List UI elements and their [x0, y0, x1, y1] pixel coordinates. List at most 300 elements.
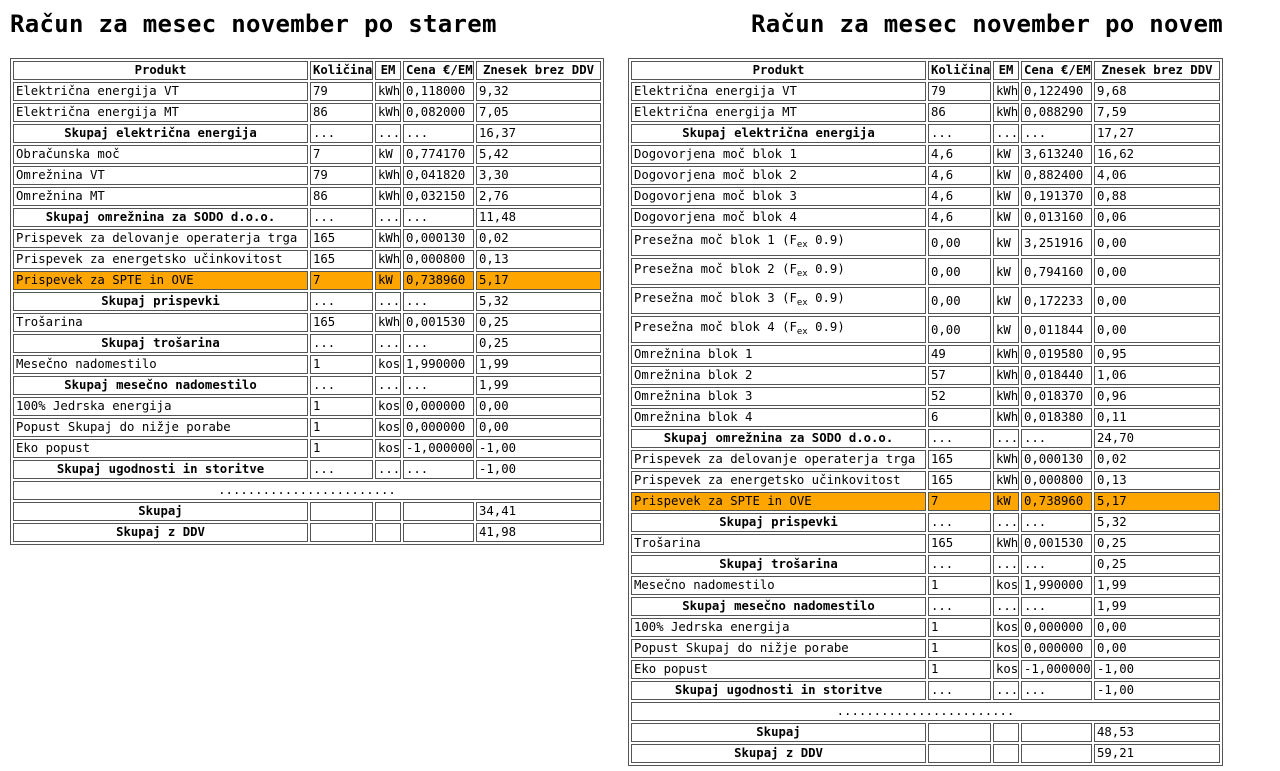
cell-cena: 0,000000	[403, 418, 474, 437]
cell-znesek: 16,62	[1094, 145, 1220, 164]
bill-table-new	[628, 58, 1223, 766]
cell-kolicina: 1	[928, 660, 991, 679]
cell-znesek: 0,00	[1094, 229, 1220, 256]
cell-cena: 0,041820	[403, 166, 474, 185]
cell-produkt: Eko popust	[631, 660, 926, 679]
cell-empty	[403, 502, 474, 521]
cell-em: kos	[375, 355, 401, 374]
cell-em: kos	[375, 439, 401, 458]
cell-empty	[993, 744, 1019, 763]
cell-cena: 0,018380	[1021, 408, 1092, 427]
table-row	[631, 287, 1220, 314]
cell-produkt: Trošarina	[13, 313, 308, 332]
cell-em: kWh	[993, 366, 1019, 385]
cell-em: ...	[375, 334, 401, 353]
cell-znesek: 0,11	[1094, 408, 1220, 427]
table-row	[631, 660, 1220, 679]
cell-cena: 0,011844	[1021, 316, 1092, 343]
cell-cena: ...	[403, 208, 474, 227]
cell-cena: 0,794160	[1021, 258, 1092, 285]
cell-cena: ...	[1021, 513, 1092, 532]
cell-produkt: 100% Jedrska energija	[631, 618, 926, 637]
cell-em: kWh	[375, 229, 401, 248]
cell-empty	[1021, 723, 1092, 742]
total-value: 59,21	[1094, 744, 1220, 763]
total-label: Skupaj z DDV	[13, 523, 308, 542]
cell-empty	[375, 502, 401, 521]
cell-em: kW	[993, 492, 1019, 511]
cell-cena: 0,019580	[1021, 345, 1092, 364]
cell-produkt: Mesečno nadomestilo	[13, 355, 308, 374]
separator-row	[13, 481, 601, 500]
cell-em: kWh	[993, 408, 1019, 427]
cell-produkt: Skupaj trošarina	[13, 334, 308, 353]
total-label: Skupaj	[13, 502, 308, 521]
cell-kolicina: 0,00	[928, 287, 991, 314]
cell-produkt: Skupaj električna energija	[631, 124, 926, 143]
table-row	[631, 450, 1220, 469]
subtotal-row	[631, 429, 1220, 448]
subtotal-row	[13, 292, 601, 311]
cell-cena: 0,001530	[403, 313, 474, 332]
cell-produkt: Omrežnina VT	[13, 166, 308, 185]
table-row	[631, 187, 1220, 206]
cell-znesek: 0,25	[1094, 555, 1220, 574]
cell-produkt: Obračunska moč	[13, 145, 308, 164]
cell-kolicina: 4,6	[928, 166, 991, 185]
cell-znesek: 5,42	[476, 145, 601, 164]
total-row	[631, 723, 1220, 742]
cell-produkt: Presežna moč blok 1 ($F_{ex}$ 0.9)	[631, 229, 926, 256]
cell-cena: 0,774170	[403, 145, 474, 164]
cell-produkt: Električna energija VT	[631, 82, 926, 101]
subtotal-row	[631, 681, 1220, 700]
table-row	[631, 103, 1220, 122]
cell-em: kos	[993, 639, 1019, 658]
table-row	[13, 250, 601, 269]
subtotal-row	[13, 208, 601, 227]
cell-cena: ...	[1021, 597, 1092, 616]
total-row	[13, 502, 601, 521]
col-header-produkt: Produkt	[13, 61, 308, 80]
cell-znesek: 5,32	[1094, 513, 1220, 532]
cell-produkt: Prispevek za delovanje operaterja trga	[13, 229, 308, 248]
cell-produkt: Električna energija VT	[13, 82, 308, 101]
cell-znesek: -1,00	[476, 460, 601, 479]
cell-cena: 0,000000	[1021, 639, 1092, 658]
cell-kolicina: 1	[928, 576, 991, 595]
total-label: Skupaj z DDV	[631, 744, 926, 763]
cell-em: kWh	[375, 82, 401, 101]
total-value: 34,41	[476, 502, 601, 521]
cell-cena: 0,738960	[403, 271, 474, 290]
cell-em: ...	[375, 376, 401, 395]
cell-em: kWh	[375, 250, 401, 269]
cell-znesek: 0,25	[1094, 534, 1220, 553]
cell-em: kWh	[993, 471, 1019, 490]
cell-kolicina: 0,00	[928, 229, 991, 256]
cell-znesek: 9,32	[476, 82, 601, 101]
col-header-em: EM	[375, 61, 401, 80]
cell-produkt: Dogovorjena moč blok 2	[631, 166, 926, 185]
highlighted-row	[13, 271, 601, 290]
cell-znesek: 0,00	[1094, 258, 1220, 285]
table-row	[13, 355, 601, 374]
table-row	[631, 534, 1220, 553]
table-row	[13, 397, 601, 416]
cell-cena: 0,191370	[1021, 187, 1092, 206]
cell-produkt: Trošarina	[631, 534, 926, 553]
table-row	[631, 387, 1220, 406]
cell-em: kW	[375, 145, 401, 164]
cell-produkt: Prispevek za energetsko učinkovitost	[631, 471, 926, 490]
cell-produkt: Dogovorjena moč blok 1	[631, 145, 926, 164]
cell-cena: 0,018440	[1021, 366, 1092, 385]
cell-znesek: 0,06	[1094, 208, 1220, 227]
cell-znesek: 0,00	[476, 418, 601, 437]
cell-cena: 0,000130	[403, 229, 474, 248]
cell-produkt: Dogovorjena moč blok 3	[631, 187, 926, 206]
table-row	[631, 145, 1220, 164]
table-header-row	[631, 61, 1220, 80]
cell-cena: ...	[403, 460, 474, 479]
cell-znesek: 11,48	[476, 208, 601, 227]
cell-produkt: Prispevek za energetsko učinkovitost	[13, 250, 308, 269]
cell-kolicina: ...	[928, 429, 991, 448]
col-header-produkt: Produkt	[631, 61, 926, 80]
cell-znesek: 0,02	[1094, 450, 1220, 469]
cell-kolicina: 4,6	[928, 187, 991, 206]
cell-kolicina: 1	[928, 618, 991, 637]
subtotal-row	[13, 460, 601, 479]
highlighted-row	[631, 492, 1220, 511]
cell-empty	[1021, 744, 1092, 763]
cell-kolicina: ...	[310, 376, 373, 395]
cell-produkt: Prispevek za SPTE in OVE	[13, 271, 308, 290]
cell-kolicina: 0,00	[928, 258, 991, 285]
cell-produkt: 100% Jedrska energija	[13, 397, 308, 416]
cell-produkt: Eko popust	[13, 439, 308, 458]
cell-kolicina: 4,6	[928, 208, 991, 227]
cell-cena: 0,000800	[1021, 471, 1092, 490]
cell-produkt: Presežna moč blok 4 ($F_{ex}$ 0.9)	[631, 316, 926, 343]
cell-kolicina: 165	[310, 313, 373, 332]
cell-kolicina: 165	[310, 229, 373, 248]
cell-kolicina: 86	[928, 103, 991, 122]
table-row	[13, 229, 601, 248]
cell-znesek: 16,37	[476, 124, 601, 143]
table-row	[13, 82, 601, 101]
cell-cena: ...	[403, 334, 474, 353]
cell-znesek: 0,95	[1094, 345, 1220, 364]
table-row	[631, 471, 1220, 490]
cell-produkt: Popust Skupaj do nižje porabe	[13, 418, 308, 437]
cell-produkt: Omrežnina MT	[13, 187, 308, 206]
cell-empty	[310, 523, 373, 542]
cell-cena: 0,032150	[403, 187, 474, 206]
cell-em: kW	[993, 287, 1019, 314]
cell-em: kWh	[375, 166, 401, 185]
cell-kolicina: 79	[928, 82, 991, 101]
cell-kolicina: 79	[310, 82, 373, 101]
cell-kolicina: 52	[928, 387, 991, 406]
cell-produkt: Omrežnina blok 3	[631, 387, 926, 406]
cell-znesek: 1,99	[476, 376, 601, 395]
cell-cena: ...	[1021, 429, 1092, 448]
cell-znesek: 7,05	[476, 103, 601, 122]
cell-em: ...	[993, 681, 1019, 700]
cell-empty	[403, 523, 474, 542]
col-header-kolicina: Količina	[928, 61, 991, 80]
cell-em: kW	[993, 145, 1019, 164]
cell-produkt: Skupaj prispevki	[13, 292, 308, 311]
page-title-new: Račun za mesec november po novem	[751, 10, 1223, 38]
cell-cena: 0,088290	[1021, 103, 1092, 122]
cell-em: kWh	[993, 82, 1019, 101]
table-row	[13, 103, 601, 122]
cell-produkt: Presežna moč blok 3 ($F_{ex}$ 0.9)	[631, 287, 926, 314]
cell-empty	[375, 523, 401, 542]
cell-znesek: 7,59	[1094, 103, 1220, 122]
cell-cena: 0,738960	[1021, 492, 1092, 511]
col-header-cena: Cena €/EM	[1021, 61, 1092, 80]
cell-kolicina: 1	[310, 439, 373, 458]
cell-em: kWh	[993, 450, 1019, 469]
cell-cena: ...	[1021, 555, 1092, 574]
cell-kolicina: ...	[928, 597, 991, 616]
cell-znesek: 0,02	[476, 229, 601, 248]
separator-dots: ........................	[13, 481, 601, 500]
table-row	[631, 316, 1220, 343]
table-row	[13, 145, 601, 164]
table-row	[631, 576, 1220, 595]
cell-kolicina: 165	[310, 250, 373, 269]
cell-produkt: Prispevek za delovanje operaterja trga	[631, 450, 926, 469]
cell-produkt: Dogovorjena moč blok 4	[631, 208, 926, 227]
cell-kolicina: 165	[928, 534, 991, 553]
cell-kolicina: ...	[310, 124, 373, 143]
cell-znesek: 17,27	[1094, 124, 1220, 143]
cell-kolicina: ...	[310, 460, 373, 479]
cell-cena: 0,082000	[403, 103, 474, 122]
cell-empty	[310, 502, 373, 521]
cell-znesek: 0,00	[1094, 639, 1220, 658]
cell-znesek: 0,00	[1094, 287, 1220, 314]
cell-em: kWh	[375, 313, 401, 332]
cell-cena: 0,000800	[403, 250, 474, 269]
cell-kolicina: 6	[928, 408, 991, 427]
separator-row	[631, 702, 1220, 721]
cell-em: kW	[993, 229, 1019, 256]
cell-kolicina: ...	[310, 334, 373, 353]
subscript-ex: ex	[796, 269, 808, 279]
cell-cena: ...	[403, 292, 474, 311]
cell-znesek: 5,17	[476, 271, 601, 290]
subtotal-row	[631, 513, 1220, 532]
cell-kolicina: 165	[928, 471, 991, 490]
cell-kolicina: 1	[310, 355, 373, 374]
cell-kolicina: ...	[928, 124, 991, 143]
cell-cena: 3,251916	[1021, 229, 1092, 256]
table-row	[631, 166, 1220, 185]
table-row	[13, 187, 601, 206]
subtotal-row	[13, 124, 601, 143]
cell-produkt: Omrežnina blok 2	[631, 366, 926, 385]
cell-produkt: Skupaj omrežnina za SODO d.o.o.	[13, 208, 308, 227]
cell-em: kW	[993, 258, 1019, 285]
cell-znesek: 0,00	[1094, 618, 1220, 637]
cell-cena: 1,990000	[403, 355, 474, 374]
subtotal-row	[631, 124, 1220, 143]
subtotal-row	[631, 555, 1220, 574]
table-header-row	[13, 61, 601, 80]
bill-table-old	[10, 58, 604, 545]
cell-em: kos	[375, 397, 401, 416]
cell-kolicina: ...	[928, 681, 991, 700]
subscript-ex: ex	[796, 240, 808, 250]
cell-empty	[993, 723, 1019, 742]
cell-em: kos	[993, 618, 1019, 637]
cell-cena: 0,000130	[1021, 450, 1092, 469]
cell-em: ...	[375, 124, 401, 143]
cell-kolicina: 49	[928, 345, 991, 364]
cell-produkt: Presežna moč blok 2 ($F_{ex}$ 0.9)	[631, 258, 926, 285]
subtotal-row	[13, 334, 601, 353]
table-row	[631, 345, 1220, 364]
table-row	[631, 639, 1220, 658]
cell-znesek: 2,76	[476, 187, 601, 206]
total-value: 48,53	[1094, 723, 1220, 742]
cell-znesek: -1,00	[476, 439, 601, 458]
table-row	[13, 166, 601, 185]
cell-kolicina: 86	[310, 187, 373, 206]
cell-produkt: Skupaj električna energija	[13, 124, 308, 143]
cell-znesek: 0,25	[476, 334, 601, 353]
cell-znesek: 0,88	[1094, 187, 1220, 206]
separator-dots: ........................	[631, 702, 1220, 721]
cell-cena: -1,000000	[403, 439, 474, 458]
cell-em: ...	[993, 429, 1019, 448]
cell-cena: -1,000000	[1021, 660, 1092, 679]
cell-znesek: 1,99	[1094, 576, 1220, 595]
cell-empty	[928, 723, 991, 742]
total-value: 41,98	[476, 523, 601, 542]
table-row	[631, 82, 1220, 101]
cell-znesek: 5,32	[476, 292, 601, 311]
table-row	[631, 408, 1220, 427]
cell-kolicina: 79	[310, 166, 373, 185]
col-header-kolicina: Količina	[310, 61, 373, 80]
cell-znesek: 1,99	[476, 355, 601, 374]
cell-produkt: Skupaj mesečno nadomestilo	[13, 376, 308, 395]
total-label: Skupaj	[631, 723, 926, 742]
cell-produkt: Omrežnina blok 4	[631, 408, 926, 427]
cell-produkt: Skupaj ugodnosti in storitve	[631, 681, 926, 700]
cell-kolicina: 1	[310, 418, 373, 437]
table-row	[13, 418, 601, 437]
cell-znesek: 9,68	[1094, 82, 1220, 101]
cell-kolicina: ...	[928, 555, 991, 574]
cell-cena: 0,013160	[1021, 208, 1092, 227]
cell-em: kWh	[375, 103, 401, 122]
cell-znesek: -1,00	[1094, 681, 1220, 700]
cell-znesek: 4,06	[1094, 166, 1220, 185]
cell-em: ...	[993, 513, 1019, 532]
cell-kolicina: 7	[310, 271, 373, 290]
table-row	[631, 229, 1220, 256]
cell-znesek: 0,00	[1094, 316, 1220, 343]
page-title-old: Račun za mesec november po starem	[10, 10, 497, 38]
cell-produkt: Skupaj omrežnina za SODO d.o.o.	[631, 429, 926, 448]
cell-em: ...	[375, 292, 401, 311]
cell-kolicina: 0,00	[928, 316, 991, 343]
cell-cena: ...	[403, 376, 474, 395]
cell-cena: 0,118000	[403, 82, 474, 101]
cell-em: ...	[993, 555, 1019, 574]
cell-kolicina: ...	[310, 208, 373, 227]
cell-znesek: 0,13	[476, 250, 601, 269]
table-row	[631, 258, 1220, 285]
col-header-znesek: Znesek brez DDV	[476, 61, 601, 80]
cell-znesek: 5,17	[1094, 492, 1220, 511]
table-row	[13, 439, 601, 458]
col-header-znesek: Znesek brez DDV	[1094, 61, 1220, 80]
cell-znesek: 1,06	[1094, 366, 1220, 385]
cell-em: kW	[993, 187, 1019, 206]
cell-cena: 1,990000	[1021, 576, 1092, 595]
cell-cena: 0,001530	[1021, 534, 1092, 553]
cell-cena: 0,122490	[1021, 82, 1092, 101]
cell-em: ...	[375, 208, 401, 227]
total-row	[13, 523, 601, 542]
cell-em: kWh	[375, 187, 401, 206]
cell-produkt: Skupaj prispevki	[631, 513, 926, 532]
cell-kolicina: 1	[310, 397, 373, 416]
col-header-em: EM	[993, 61, 1019, 80]
subtotal-row	[631, 597, 1220, 616]
cell-znesek: 0,96	[1094, 387, 1220, 406]
cell-produkt: Električna energija MT	[13, 103, 308, 122]
cell-em: kW	[375, 271, 401, 290]
cell-em: kWh	[993, 345, 1019, 364]
col-header-cena: Cena €/EM	[403, 61, 474, 80]
cell-kolicina: 165	[928, 450, 991, 469]
cell-cena: 3,613240	[1021, 145, 1092, 164]
cell-produkt: Mesečno nadomestilo	[631, 576, 926, 595]
cell-produkt: Skupaj trošarina	[631, 555, 926, 574]
subscript-ex: ex	[796, 298, 808, 308]
cell-em: kos	[375, 418, 401, 437]
cell-produkt: Popust Skupaj do nižje porabe	[631, 639, 926, 658]
subtotal-row	[13, 376, 601, 395]
cell-cena: 0,018370	[1021, 387, 1092, 406]
cell-znesek: 0,00	[476, 397, 601, 416]
bill-new	[628, 0, 1223, 766]
cell-em: kW	[993, 166, 1019, 185]
cell-em: ...	[993, 124, 1019, 143]
cell-produkt: Prispevek za SPTE in OVE	[631, 492, 926, 511]
cell-kolicina: 86	[310, 103, 373, 122]
cell-produkt: Omrežnina blok 1	[631, 345, 926, 364]
cell-cena: ...	[403, 124, 474, 143]
table-row	[631, 618, 1220, 637]
cell-znesek: 0,13	[1094, 471, 1220, 490]
table-row	[631, 208, 1220, 227]
table-row	[631, 366, 1220, 385]
cell-empty	[928, 744, 991, 763]
cell-znesek: -1,00	[1094, 660, 1220, 679]
cell-kolicina: 1	[928, 639, 991, 658]
